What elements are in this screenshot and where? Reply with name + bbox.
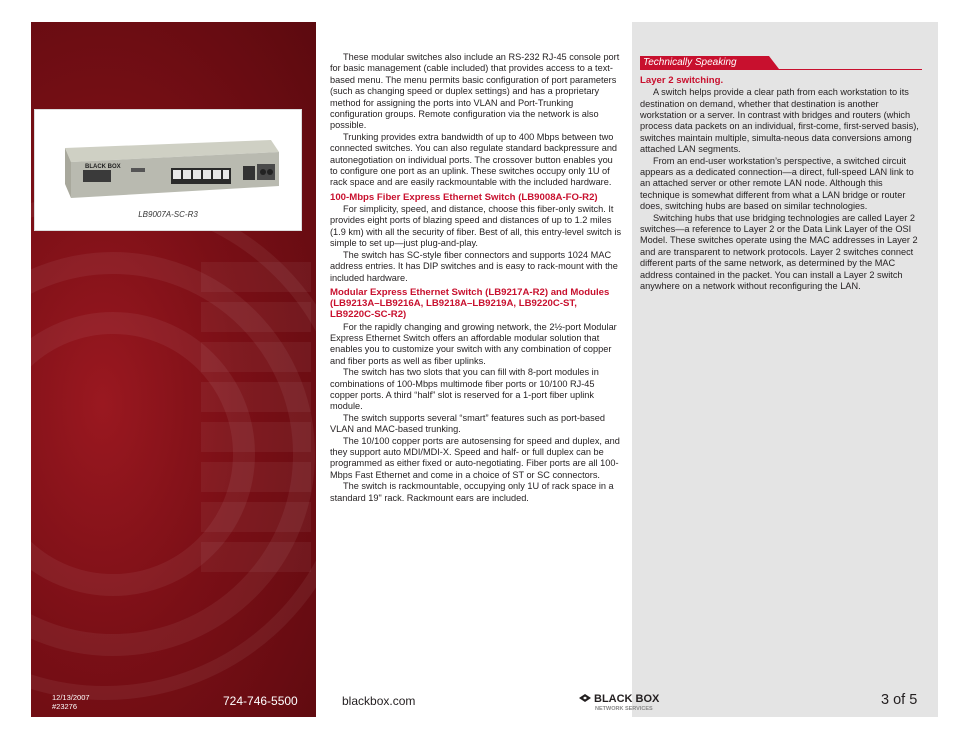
paragraph: These modular switches also include an RS-232 RJ-45 console port for basic management (cable included) that provides access to a text-based menu. The menu permits basic configuration of port parameters (such as changing speed or duplex settings) and has a proprietary method for assigning the ports into VLAN and Port-Trunking configuration groups. Remote configuration via the network is also possible. <box>330 52 620 131</box>
technically-speaking-tab: Technically Speaking <box>640 56 769 69</box>
photo-caption: LB9007A-SC-R3 <box>138 210 198 219</box>
paragraph: The switch is rackmountable, occupying only 1U of rack space in a standard 19" rack. Rackmount ears are included. <box>330 481 614 503</box>
logo-subtext: NETWORK SERVICES <box>595 706 653 712</box>
paragraph: The switch supports several “smart” features such as port-based VLAN and MAC-based trunking. <box>330 412 605 435</box>
blackbox-logo <box>577 691 667 713</box>
logo-text: BLACK BOX <box>594 693 660 705</box>
paragraph: The 10/100 copper ports are autosensing for speed and duplex, and they support auto MDI/MDI-X. Speed and half- or full duplex can be programmed as either fixed or auto-negotiating. Fiber ports are all 100-Mbps Fast Ethernet and come in a choice of ST or SC connectors. <box>330 435 620 480</box>
footer-date-block <box>52 693 90 711</box>
paragraph: A switch helps provide a clear path from each workstation to its destination on demand, whether that destination is another workstation or a server. In contrast with bridges and routers (which process data packets on an individual, first-come, first-served basis), switches maintain multiple, simulta-neous data conversions among attached LAN segments. <box>640 87 919 155</box>
section-heading-modular-switch: Modular Express Ethernet Switch (LB9217A-R2) and Modules (LB9213A–LB9216A, LB9218A–LB9219A, LB9220C-ST, LB9220C-SC-R2) <box>330 286 610 321</box>
footer-doc-number: #23276 <box>52 702 78 711</box>
paragraph: For the rapidly changing and growing network, the 2½-port Modular Express Ethernet Switch offers an affordable modular solution that enables you to customize your switch with any combination of copper and fiber ports as well as fiber uplinks. <box>330 321 617 366</box>
footer <box>0 688 954 718</box>
device-logo: BLACK BOX <box>85 164 121 170</box>
section-heading-fiber-switch: 100-Mbps Fiber Express Ethernet Switch (LB9008A-FO-R2) <box>330 191 598 203</box>
main-column <box>330 52 622 504</box>
sidebar-column <box>640 75 922 293</box>
tab-underline <box>640 69 922 70</box>
footer-website-link[interactable]: blackbox.com <box>342 694 416 708</box>
paragraph: Trunking provides extra bandwidth of up to 400 Mbps between two connected switches. You can also regulate standard backpressure and autonegotiation on individual ports. The crossover button enables you to configure one port as an uplink. These switches occupy only 1U of rack space and are easily rackmountable with the included hardware. <box>330 131 618 188</box>
switch-photo <box>35 110 301 206</box>
paragraph: For simplicity, speed, and distance, choose this fiber-only switch. It provides eight ports of blazing speed and distances of up to 1.2 miles (1.9 km) with all the security of fiber. Best of all, this entry-level switch is simple to set up—just plug-and-play. <box>330 204 622 249</box>
paragraph: From an end-user workstation’s perspective, a switched circuit appears as a dedicated connection—a direct, full-speed LAN link to an attached server or other remote LAN node. Although this technique is somewhat different from what a LAN bridge or router does, switching hubs are based on similar technologies. <box>640 155 914 212</box>
sidebar-heading: Layer 2 switching. <box>640 75 724 86</box>
product-photo-box <box>34 109 302 231</box>
paragraph: The switch has two slots that you can fill with 8-port modules in combinations of 100-Mbps multimode fiber ports or 10/100 RJ-45 copper ports. A third “half” slot is reserved for a 1-port fiber uplink module. <box>330 367 599 412</box>
footer-date: 12/13/2007 <box>52 693 90 702</box>
paragraph: Switching hubs that use bridging technologies are called Layer 2 switches—a reference to Layer 2 or the Data Link Layer of the OSI Model. These switches operate using the MAC addresses in Layer 2 and are transparent to network protocols. Layer 2 switches connect different parts of the same network, as determined by the MAC address contained in the packet. You can install a Layer 2 switch anywhere on a network without reconfiguring the LAN. <box>640 212 918 292</box>
paragraph: The switch has SC-style fiber connectors and supports 1024 MAC address entries. It has DIP switches and is easy to rack-mount with the included hardware. <box>330 249 618 283</box>
page-number: 3 of 5 <box>881 692 918 708</box>
footer-phone: 724-746-5500 <box>223 694 298 708</box>
